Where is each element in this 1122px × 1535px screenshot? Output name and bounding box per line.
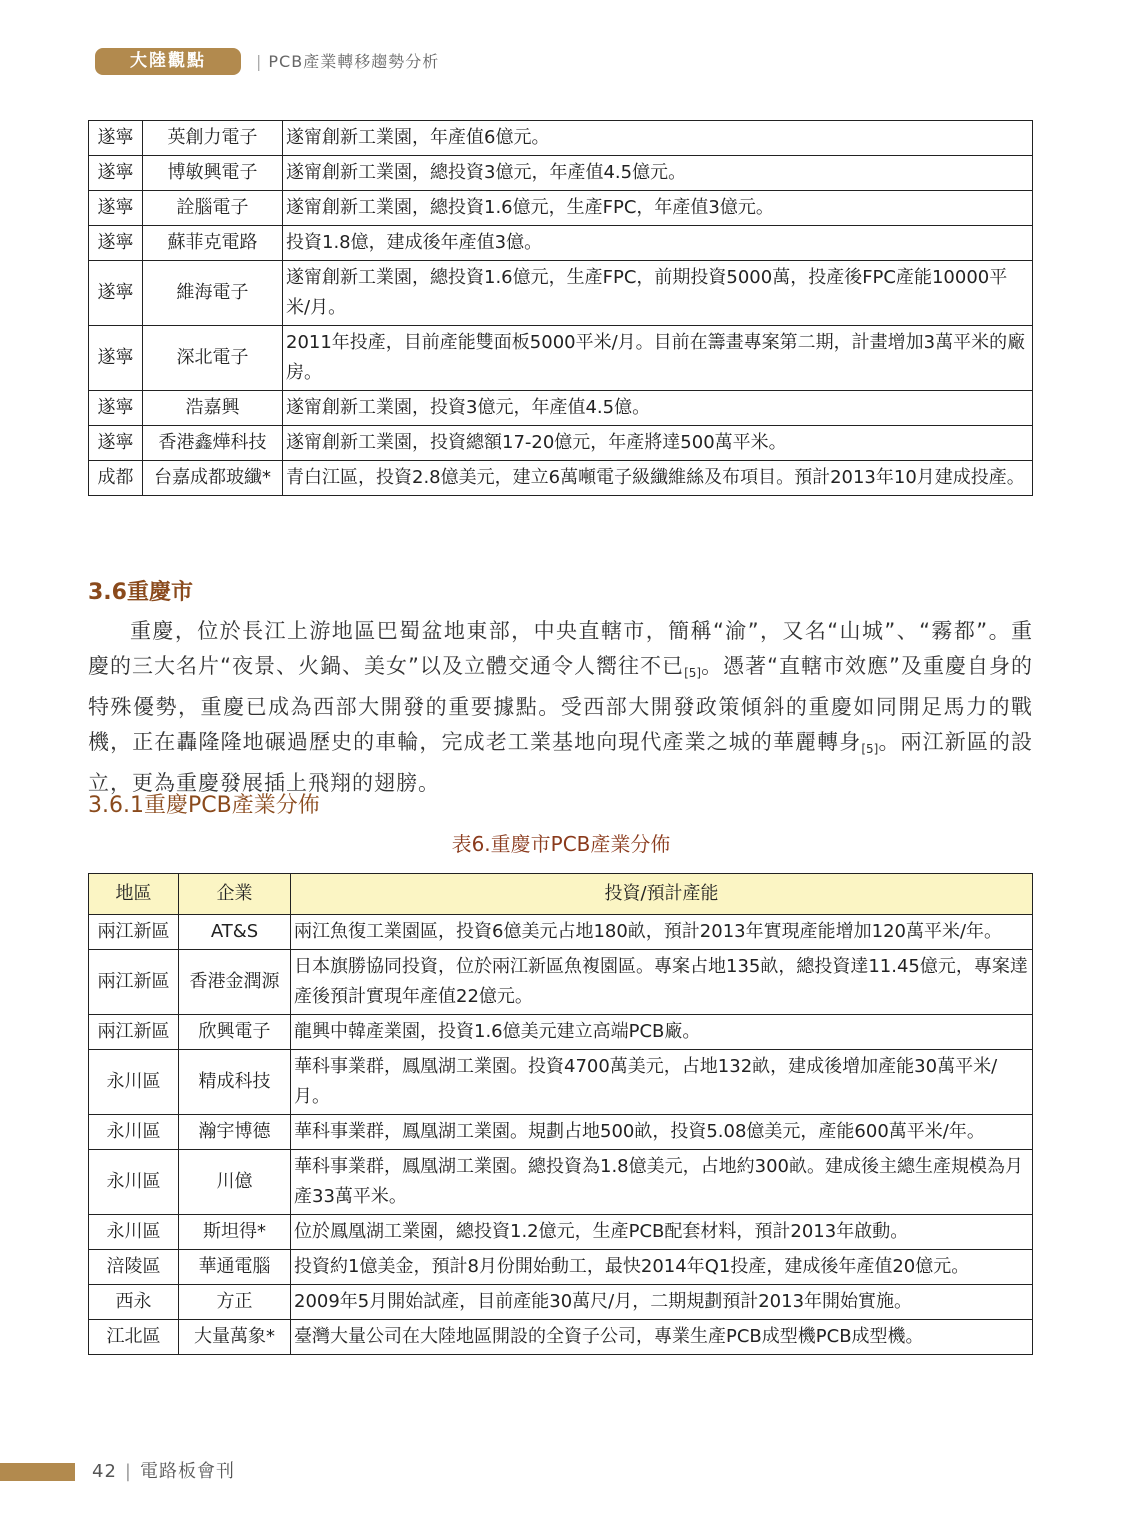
company-cell: 浩嘉興 [143, 391, 283, 426]
table-row [89, 915, 1033, 950]
city-cell: 遂寧 [89, 121, 143, 156]
company-cell: 台嘉成都玻纖* [143, 461, 283, 496]
header-detail: 投資/預計產能 [291, 874, 1033, 915]
detail-cell: 華科事業群，鳳凰湖工業園。投資4700萬美元，占地132畝，建成後增加產能30萬平米/月。 [291, 1050, 1033, 1115]
detail-cell: 日本旗勝協同投資，位於兩江新區魚複園區。專案占地135畝，總投資達11.45億元，專案達產後預計實現年產值22億元。 [291, 950, 1033, 1015]
city-cell: 遂寧 [89, 326, 143, 391]
company-cell: 欣興電子 [179, 1015, 291, 1050]
chongqing-pcb-table [88, 873, 1033, 1355]
table-row [89, 1050, 1033, 1115]
detail-cell: 投資1.8億，建成後年產值3億。 [283, 226, 1033, 261]
company-cell: 深北電子 [143, 326, 283, 391]
paragraph-text: 。憑著“直轄市效應”及重慶自身的特殊優勢，重慶已成為西部大開發的重要據點。受西部大開發政策傾斜的重慶如同開足馬力的戰機，正在轟隆隆地碾過歷史的車輪，完成老工業基地向現代產業之城的華麗轉身 [88, 653, 1033, 754]
header-area: 地區 [89, 874, 179, 915]
page-number: 42 [92, 1461, 117, 1482]
company-cell: 精成科技 [179, 1050, 291, 1115]
detail-cell: 遂甯創新工業園，總投資1.6億元，生產FPC，年產值3億元。 [283, 191, 1033, 226]
paragraph-text: 重慶，位於長江上游地區巴蜀盆地東部，中央直轄市，簡稱“渝”，又名“山城”、“霧都”。重慶的三大名片“夜景、火鍋、美女”以及立體交通令人嚮往不已 [88, 619, 1033, 678]
company-cell: 詮腦電子 [143, 191, 283, 226]
area-cell: 西永 [89, 1285, 179, 1320]
detail-cell: 遂甯創新工業園，投資總額17-20億元，年產將達500萬平米。 [283, 426, 1033, 461]
detail-cell: 2009年5月開始試產，目前產能30萬尺/月，二期規劃預計2013年開始實施。 [291, 1285, 1033, 1320]
detail-cell: 華科事業群，鳳凰湖工業園。總投資為1.8億美元，占地約300畝。建成後主總生產規模為月產33萬平米。 [291, 1150, 1033, 1215]
table-row [89, 261, 1033, 326]
table-row [89, 1320, 1033, 1355]
area-cell: 永川區 [89, 1215, 179, 1250]
area-cell: 永川區 [89, 1150, 179, 1215]
table-row [89, 226, 1033, 261]
table-row [89, 950, 1033, 1015]
table-row [89, 1215, 1033, 1250]
table-row [89, 1150, 1033, 1215]
detail-cell: 遂甯創新工業園，投資3億元，年產值4.5億。 [283, 391, 1033, 426]
table-row [89, 391, 1033, 426]
citation-ref: [5] [861, 741, 879, 756]
subsection-heading: 3.6.1重慶PCB產業分佈 [88, 793, 320, 818]
detail-cell: 遂甯創新工業園，年產值6億元。 [283, 121, 1033, 156]
city-cell: 遂寧 [89, 261, 143, 326]
company-cell: 香港鑫燁科技 [143, 426, 283, 461]
journal-name: 電路板會刊 [139, 1461, 235, 1482]
detail-cell: 投資約1億美金，預計8月份開始動工，最快2014年Q1投產，建成後年產值20億元。 [291, 1250, 1033, 1285]
table-row [89, 326, 1033, 391]
company-cell: 英創力電子 [143, 121, 283, 156]
city-cell: 遂寧 [89, 226, 143, 261]
table-row [89, 461, 1033, 496]
table-row [89, 121, 1033, 156]
city-cell: 遂寧 [89, 191, 143, 226]
company-cell: 川億 [179, 1150, 291, 1215]
body-paragraph [88, 614, 1033, 801]
citation-ref: [5] [684, 665, 702, 680]
detail-cell: 臺灣大量公司在大陸地區開設的全資子公司，專業生產PCB成型機PCB成型機。 [291, 1320, 1033, 1355]
paragraph-text: 。兩江新區的設立，更為重慶發展插上飛翔的翅膀。 [88, 729, 1034, 795]
footer-bar [0, 1463, 75, 1481]
company-cell: 博敏興電子 [143, 156, 283, 191]
header-company: 企業 [179, 874, 291, 915]
company-cell: AT&S [179, 915, 291, 950]
area-cell: 兩江新區 [89, 1015, 179, 1050]
detail-cell: 2011年投產，目前產能雙面板5000平米/月。目前在籌畫專案第二期，計畫增加3萬平米的廠房。 [283, 326, 1033, 391]
detail-cell: 位於鳳凰湖工業園，總投資1.2億元，生產PCB配套材料，預計2013年啟動。 [291, 1215, 1033, 1250]
company-cell: 蘇菲克電路 [143, 226, 283, 261]
section-heading: 3.6重慶市 [88, 580, 193, 605]
company-cell: 維海電子 [143, 261, 283, 326]
detail-cell: 華科事業群，鳳凰湖工業園。規劃占地500畝，投資5.08億美元，產能600萬平米/年。 [291, 1115, 1033, 1150]
footer-separator: | [124, 1461, 132, 1482]
area-cell: 江北區 [89, 1320, 179, 1355]
area-cell: 兩江新區 [89, 950, 179, 1015]
company-cell: 方正 [179, 1285, 291, 1320]
table-caption: 表6.重慶市PCB產業分佈 [451, 832, 671, 856]
footer [92, 1458, 235, 1486]
detail-cell: 兩江魚復工業園區，投資6億美元占地180畝，預計2013年實現產能增加120萬平米/年。 [291, 915, 1033, 950]
title-separator: | [256, 52, 263, 71]
table-row [89, 426, 1033, 461]
table-row [89, 1285, 1033, 1320]
company-cell: 大量萬象* [179, 1320, 291, 1355]
area-cell: 永川區 [89, 1050, 179, 1115]
area-cell: 永川區 [89, 1115, 179, 1150]
company-cell: 香港金潤源 [179, 950, 291, 1015]
running-title-text: PCB產業轉移趨勢分析 [268, 52, 440, 71]
area-cell: 兩江新區 [89, 915, 179, 950]
area-cell: 涪陵區 [89, 1250, 179, 1285]
company-cell: 瀚宇博德 [179, 1115, 291, 1150]
section-tag: 大陸觀點 [95, 48, 241, 75]
detail-cell: 遂甯創新工業園，總投資3億元，年產值4.5億元。 [283, 156, 1033, 191]
suining-chengdu-table [88, 120, 1033, 496]
city-cell: 遂寧 [89, 391, 143, 426]
table-row [89, 191, 1033, 226]
detail-cell: 龍興中韓產業園，投資1.6億美元建立高端PCB廠。 [291, 1015, 1033, 1050]
city-cell: 遂寧 [89, 426, 143, 461]
city-cell: 成都 [89, 461, 143, 496]
company-cell: 斯坦得* [179, 1215, 291, 1250]
table-header-row [89, 874, 1033, 915]
table-row [89, 156, 1033, 191]
table-row [89, 1115, 1033, 1150]
running-title [256, 50, 439, 74]
detail-cell: 青白江區，投資2.8億美元，建立6萬噸電子級纖維絲及布項目。預計2013年10月建成投產。 [283, 461, 1033, 496]
detail-cell: 遂甯創新工業園，總投資1.6億元，生產FPC，前期投資5000萬，投產後FPC產能10000平米/月。 [283, 261, 1033, 326]
company-cell: 華通電腦 [179, 1250, 291, 1285]
table-row [89, 1015, 1033, 1050]
table-row [89, 1250, 1033, 1285]
city-cell: 遂寧 [89, 156, 143, 191]
